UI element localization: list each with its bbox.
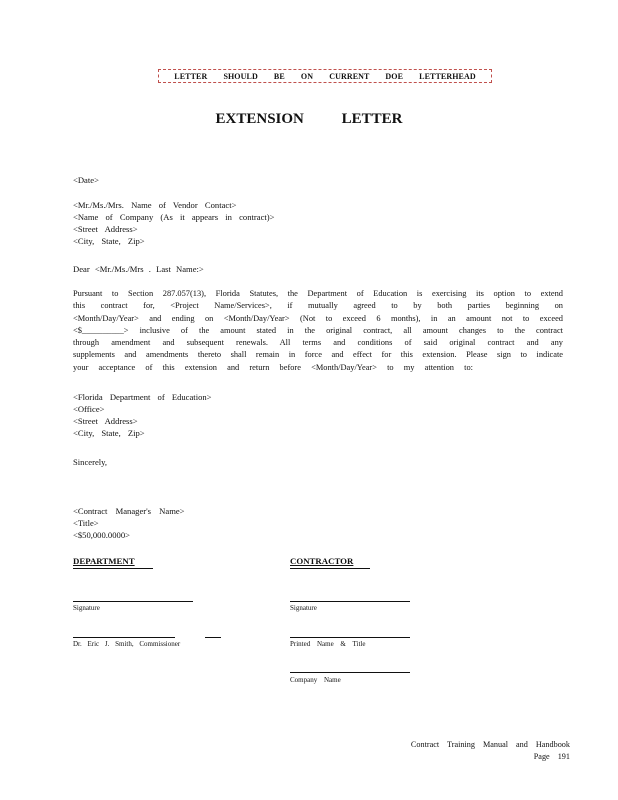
page-title: EXTENSION LETTER [215,111,403,127]
date-placeholder: <Date> [73,175,99,185]
department-signature-line [73,601,193,602]
contractor-company-label: Company Name [290,676,341,684]
addressee-line: <Street Address> [73,224,138,234]
return-address-line: <City, State, Zip> [73,428,145,438]
contractor-heading: CONTRACTOR [290,556,354,566]
body-line: this contract for, <Project Name/Services>, if mutually agreed to by both parties beginning on [73,301,563,311]
body-paragraph [73,288,563,374]
body-line: Pursuant to Section 287.057(13), Florida Statutes, the Department of Education is exercising its option to extend [73,289,563,298]
addressee-line: <Mr./Ms./Mrs. Name of Vendor Contact> [73,200,237,210]
contractor-name-title-label: Printed Name & Title [290,640,366,648]
department-name-label: Dr. Eric J. Smith, Commissioner [73,640,181,648]
return-address-line: <Florida Department of Education> [73,392,212,402]
department-signature-label: Signature [73,604,100,612]
closing: Sincerely, [73,457,108,467]
body-line: your acceptance of this extension and return before <Month/Day/Year> to my attention to: [73,362,473,372]
contractor-company-line [290,672,410,673]
return-address-block [73,391,212,439]
footer-page: Page 191 [533,752,570,761]
department-date-line [205,637,221,638]
body-line: <Month/Day/Year> and ending on <Month/Day/Year> (Not to exceed 6 months), in an amount not to exceed [73,313,563,323]
letterhead-note: LETTER SHOULD BE ON CURRENT DOE LETTERHEAD [174,72,476,81]
signer-line: <Contract Manager's Name> [73,506,185,516]
contractor-heading-underline [290,568,370,569]
signer-line: <$50,000.0000> [73,530,130,540]
body-line: supplements and amendments thereto shall remain in force and effect for this extension. Please sign to indicate [73,350,563,360]
signer-line: <Title> [73,518,99,528]
salutation: Dear <Mr./Ms./Mrs . Last Name:> [73,264,204,274]
contractor-signature-line [290,601,410,602]
addressee-line: <City, State, Zip> [73,236,145,246]
department-name-line [73,637,175,638]
letterhead-note-box [158,69,492,83]
return-address-line: <Street Address> [73,416,138,426]
addressee-block [73,199,274,247]
addressee-line: <Name of Company (As it appears in contract)> [73,212,275,222]
department-heading: DEPARTMENT [73,556,135,566]
contractor-signature-label: Signature [290,604,317,612]
return-address-line: <Office> [73,404,105,414]
signer-block [73,505,185,541]
body-line: <$__________> inclusive of the amount stated in the original contract, all amount changes to the contract [73,325,563,335]
contractor-name-title-line [290,637,410,638]
body-line: through amendment and subsequent renewals. All terms and conditions of said original contract and any [73,338,563,348]
department-heading-underline [73,568,153,569]
footer-manual: Contract Training Manual and Handbook [410,740,570,749]
